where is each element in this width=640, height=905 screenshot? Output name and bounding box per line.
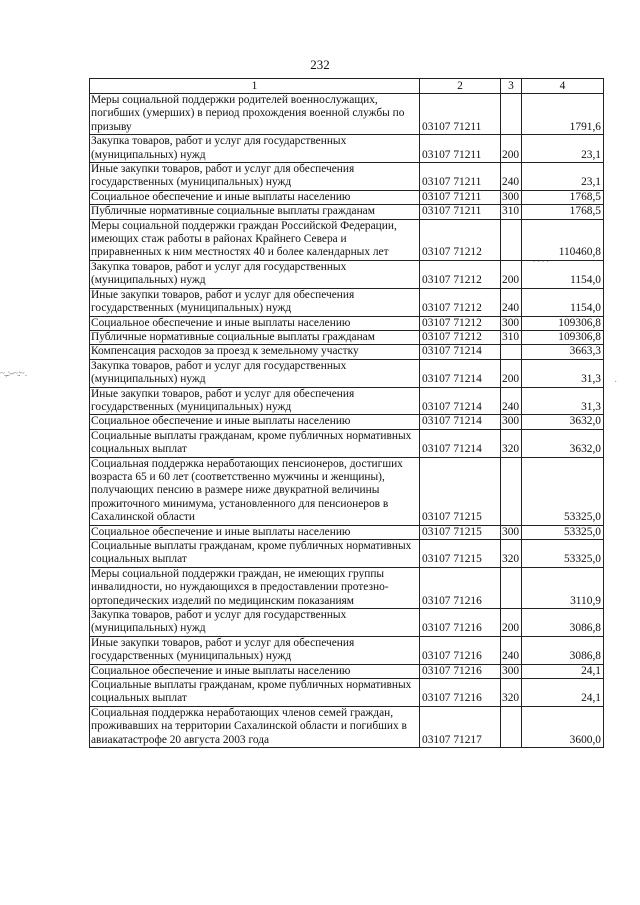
table-row: [90, 94, 604, 135]
column-header: 3: [501, 79, 522, 94]
table-row: [90, 679, 604, 707]
row-code: 03107 71212: [420, 219, 501, 260]
row-code: 03107 71212: [420, 288, 501, 316]
row-name: Социальное обеспечение и иные выплаты населению: [90, 664, 420, 678]
row-code: 03107 71214: [420, 429, 501, 457]
row-amount: 3663,3: [522, 345, 604, 359]
row-name: Социальное обеспечение и иные выплаты населению: [90, 525, 420, 539]
row-expense-type: 240: [501, 387, 522, 415]
row-amount: 1768,5: [522, 205, 604, 219]
row-name: Меры социальной поддержки родителей военнослужащих, погибших (умерших) в период прохождения военной службы по призыву: [90, 94, 420, 135]
column-header: 2: [420, 79, 501, 94]
row-expense-type: 310: [501, 205, 522, 219]
row-amount: 1154,0: [522, 260, 604, 288]
table-row: [90, 260, 604, 288]
table-row: [90, 415, 604, 429]
row-name: Социальная поддержка неработающих пенсионеров, достигших возраста 65 и 60 лет (соответственно мужчины и женщины), получающих пенсию в размере ниже двукратной величины прожиточного минимума, установленного для пенсионеров в Сахалинской области: [90, 457, 420, 525]
column-header: 1: [90, 79, 420, 94]
row-name: Иные закупки товаров, работ и услуг для обеспечения государственных (муниципальных) нужд: [90, 163, 420, 191]
row-expense-type: 300: [501, 316, 522, 330]
row-amount: 23,1: [522, 135, 604, 163]
row-code: 03107 71211: [420, 135, 501, 163]
row-amount: 23,1: [522, 163, 604, 191]
row-name: Компенсация расходов за проезд к земельному участку: [90, 345, 420, 359]
table-header-row: [90, 79, 604, 94]
row-amount: 53325,0: [522, 457, 604, 525]
row-name: Закупка товаров, работ и услуг для государственных (муниципальных) нужд: [90, 135, 420, 163]
row-amount: 3632,0: [522, 429, 604, 457]
row-amount: 31,3: [522, 387, 604, 415]
row-expense-type: 300: [501, 525, 522, 539]
row-code: 03107 71216: [420, 567, 501, 608]
budget-table: [89, 78, 604, 748]
row-code: 03107 71216: [420, 664, 501, 678]
row-amount: 109306,8: [522, 330, 604, 344]
row-code: 03107 71215: [420, 525, 501, 539]
row-expense-type: [501, 219, 522, 260]
row-expense-type: 320: [501, 540, 522, 568]
row-amount: 53325,0: [522, 540, 604, 568]
row-name: Иные закупки товаров, работ и услуг для обеспечения государственных (муниципальных) нужд: [90, 636, 420, 664]
row-amount: 109306,8: [522, 316, 604, 330]
row-code: 03107 71211: [420, 94, 501, 135]
row-expense-type: 200: [501, 260, 522, 288]
row-name: Публичные нормативные социальные выплаты гражданам: [90, 330, 420, 344]
row-amount: 24,1: [522, 664, 604, 678]
row-expense-type: 200: [501, 135, 522, 163]
row-amount: 31,3: [522, 359, 604, 387]
row-code: 03107 71211: [420, 205, 501, 219]
row-code: 03107 71212: [420, 330, 501, 344]
row-amount: 3600,0: [522, 706, 604, 747]
row-code: 03107 71216: [420, 679, 501, 707]
table-row: [90, 457, 604, 525]
table-row: [90, 567, 604, 608]
table-row: [90, 163, 604, 191]
row-expense-type: [501, 345, 522, 359]
table-row: [90, 135, 604, 163]
table-row: [90, 706, 604, 747]
row-name: Социальная поддержка неработающих членов семей граждан, проживавших на территории Сахалинской области и погибших в авиакатастрофе 20 августа 2003 года: [90, 706, 420, 747]
table-row: [90, 345, 604, 359]
row-name: Меры социальной поддержки граждан Российской Федерации, имеющих стаж работы в районах Крайнего Севера и приравненных к ним местностях 40 и более календарных лет: [90, 219, 420, 260]
table-row: [90, 190, 604, 204]
row-expense-type: 200: [501, 359, 522, 387]
row-code: 03107 71215: [420, 457, 501, 525]
row-name: Закупка товаров, работ и услуг для государственных (муниципальных) нужд: [90, 609, 420, 637]
row-code: 03107 71214: [420, 415, 501, 429]
table-row: [90, 525, 604, 539]
row-amount: 3086,8: [522, 636, 604, 664]
table-row: [90, 219, 604, 260]
row-code: 03107 71211: [420, 163, 501, 191]
table-row: [90, 359, 604, 387]
row-expense-type: 240: [501, 636, 522, 664]
row-amount: 3632,0: [522, 415, 604, 429]
row-code: 03107 71216: [420, 609, 501, 637]
row-name: Иные закупки товаров, работ и услуг для обеспечения государственных (муниципальных) нужд: [90, 387, 420, 415]
table-row: [90, 609, 604, 637]
row-name: Публичные нормативные социальные выплаты гражданам: [90, 205, 420, 219]
row-expense-type: 300: [501, 190, 522, 204]
row-name: Социальное обеспечение и иные выплаты населению: [90, 190, 420, 204]
row-name: Закупка товаров, работ и услуг для государственных (муниципальных) нужд: [90, 359, 420, 387]
row-expense-type: [501, 94, 522, 135]
row-expense-type: 200: [501, 609, 522, 637]
row-code: 03107 71216: [420, 636, 501, 664]
table-row: [90, 205, 604, 219]
table-row: [90, 636, 604, 664]
row-code: 03107 71214: [420, 387, 501, 415]
row-amount: 1768,5: [522, 190, 604, 204]
row-amount: 53325,0: [522, 525, 604, 539]
row-name: Иные закупки товаров, работ и услуг для обеспечения государственных (муниципальных) нужд: [90, 288, 420, 316]
row-amount: 110460,8: [522, 219, 604, 260]
row-expense-type: [501, 567, 522, 608]
row-amount: 3086,8: [522, 609, 604, 637]
table-row: [90, 429, 604, 457]
scan-artifact: . . . .: [533, 254, 549, 264]
row-code: 03107 71217: [420, 706, 501, 747]
row-expense-type: 320: [501, 679, 522, 707]
row-name: Социальные выплаты гражданам, кроме публичных нормативных социальных выплат: [90, 540, 420, 568]
row-code: 03107 71211: [420, 190, 501, 204]
row-code: 03107 71214: [420, 359, 501, 387]
table-row: [90, 664, 604, 678]
column-header: 4: [522, 79, 604, 94]
row-amount: 1791,6: [522, 94, 604, 135]
scan-artifact: ·: [614, 377, 618, 388]
row-name: Социальные выплаты гражданам, кроме публичных нормативных социальных выплат: [90, 429, 420, 457]
row-name: Социальные выплаты гражданам, кроме публичных нормативных социальных выплат: [90, 679, 420, 707]
row-code: 03107 71212: [420, 316, 501, 330]
page-number: 232: [310, 57, 330, 72]
row-expense-type: 240: [501, 163, 522, 191]
row-name: Социальное обеспечение и иные выплаты населению: [90, 316, 420, 330]
row-expense-type: 320: [501, 429, 522, 457]
row-expense-type: 300: [501, 415, 522, 429]
row-expense-type: [501, 457, 522, 525]
table-row: [90, 316, 604, 330]
table-row: [90, 540, 604, 568]
row-code: 03107 71212: [420, 260, 501, 288]
scan-artifact: ~.,.:--~.:~ .: [0, 368, 27, 378]
row-name: Закупка товаров, работ и услуг для государственных (муниципальных) нужд: [90, 260, 420, 288]
row-name: Меры социальной поддержки граждан, не имеющих группы инвалидности, но нуждающихся в предоставлении протезно-ортопедических изделий по медицинским показаниям: [90, 567, 420, 608]
table-row: [90, 288, 604, 316]
row-amount: 24,1: [522, 679, 604, 707]
table-row: [90, 387, 604, 415]
row-code: 03107 71215: [420, 540, 501, 568]
row-amount: 3110,9: [522, 567, 604, 608]
table-row: [90, 330, 604, 344]
row-name: Социальное обеспечение и иные выплаты населению: [90, 415, 420, 429]
row-code: 03107 71214: [420, 345, 501, 359]
row-amount: 1154,0: [522, 288, 604, 316]
row-expense-type: 300: [501, 664, 522, 678]
row-expense-type: 310: [501, 330, 522, 344]
row-expense-type: 240: [501, 288, 522, 316]
row-expense-type: [501, 706, 522, 747]
